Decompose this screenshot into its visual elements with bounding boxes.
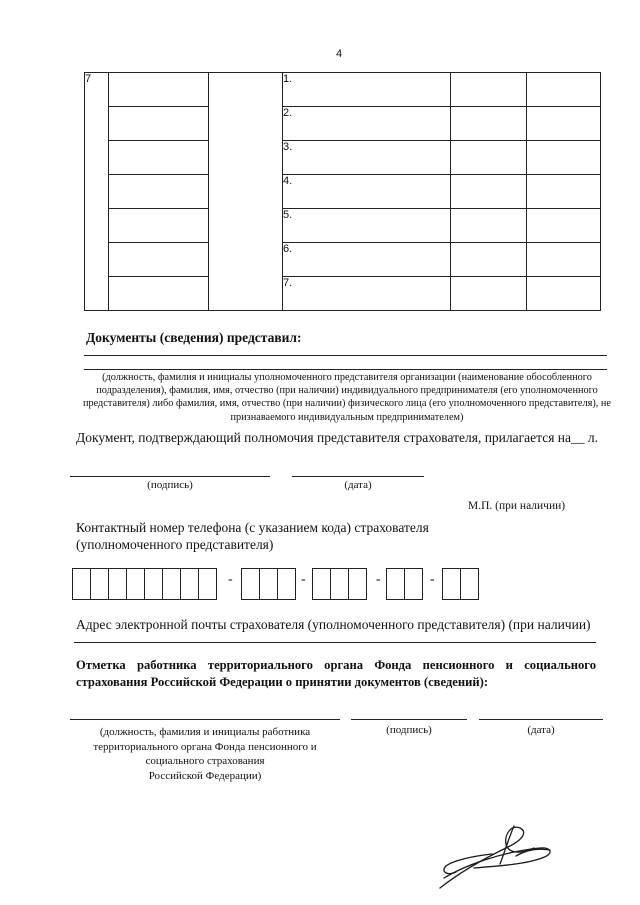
phone-separator: - — [430, 572, 435, 587]
submitted-by-heading: Документы (сведения) представил: — [86, 330, 302, 345]
digit-box[interactable] — [330, 568, 349, 600]
table-cell — [109, 175, 209, 209]
phone-code-boxes[interactable] — [72, 568, 217, 600]
phone-label-line-1: Контактный номер телефона (с указанием кода) страхователя — [76, 520, 429, 535]
table-cell — [451, 175, 527, 209]
handwritten-signature — [430, 820, 560, 895]
fund-worker-caption-line-4: Российской Федерации) — [148, 769, 262, 782]
table-cell — [451, 73, 527, 107]
phone-part-5-boxes[interactable] — [442, 568, 479, 600]
fund-worker-caption-line-1: (должность, фамилия и инициалы работника — [99, 726, 311, 738]
email-line — [74, 642, 596, 643]
table-cell — [109, 141, 209, 175]
table-cell — [451, 107, 527, 141]
submitted-by-caption: (должность, фамилия и инициалы уполномоченного представителя организации (наименование обособленного подразделения), фамилия, имя, отчество (при наличии) индивидуального предпринимателя (его уполномоченного представителя) либо фамилия, имя, отчество (при наличии) физического лица (его уполномоченного представителя), не признаваемого индивидуальным предпринимателем) — [82, 372, 612, 423]
phone-part-4-boxes[interactable] — [386, 568, 423, 600]
table-cell — [527, 141, 601, 175]
table-cell — [451, 277, 527, 311]
digit-box[interactable] — [241, 568, 260, 600]
table-cell — [109, 209, 209, 243]
digit-box[interactable] — [460, 568, 479, 600]
table-cell — [109, 243, 209, 277]
table-cell — [451, 243, 527, 277]
table-row — [85, 175, 601, 209]
digit-box[interactable] — [108, 568, 127, 600]
fund-mark-heading-line-2: страхования Российской Федерации о принятии документов (сведений): — [76, 675, 489, 689]
digit-box[interactable] — [404, 568, 423, 600]
item-number-cell: 7. — [283, 277, 451, 311]
table-cell — [109, 107, 209, 141]
digit-box[interactable] — [386, 568, 405, 600]
date-label: (дата) — [344, 479, 372, 491]
table-cell — [109, 73, 209, 107]
item-number-cell: 4. — [283, 175, 451, 209]
submitted-by-line-1 — [84, 355, 607, 356]
signature-label: (подпись) — [147, 479, 193, 491]
digit-box[interactable] — [126, 568, 145, 600]
item-number-cell: 5. — [283, 209, 451, 243]
table-cell — [527, 73, 601, 107]
phone-part-2-boxes[interactable] — [241, 568, 296, 600]
table-cell — [527, 243, 601, 277]
table-cell — [527, 209, 601, 243]
fund-worker-caption-line-2: территориального органа Фонда пенсионного и — [93, 740, 317, 753]
table-cell — [527, 175, 601, 209]
signature-line — [70, 476, 270, 477]
fund-signature-label: (подпись) — [386, 724, 432, 736]
digit-box[interactable] — [162, 568, 181, 600]
phone-part-3-boxes[interactable] — [312, 568, 367, 600]
phone-separator: - — [228, 572, 233, 587]
digit-box[interactable] — [442, 568, 461, 600]
authority-document-text: Документ, подтверждающий полномочия представителя страхователя, прилагается на__ л. — [76, 430, 598, 445]
date-line — [292, 476, 424, 477]
fund-date-line — [479, 719, 603, 720]
email-label: Адрес электронной почты страхователя (уполномоченного представителя) (при наличии) — [76, 617, 591, 632]
fund-date-label: (дата) — [527, 724, 555, 736]
page-number: 4 — [336, 48, 343, 60]
fund-mark-heading-line-1: Отметка работника территориального органа Фонда пенсионного и социального — [76, 658, 596, 672]
fund-signature-line — [351, 719, 467, 720]
fund-worker-caption — [70, 725, 340, 783]
table-row — [85, 73, 601, 107]
stamp-label: М.П. (при наличии) — [468, 500, 566, 512]
item-number-cell: 2. — [283, 107, 451, 141]
table-row — [85, 243, 601, 277]
digit-box[interactable] — [198, 568, 217, 600]
table-cell — [527, 277, 601, 311]
submitted-by-line-2 — [84, 369, 607, 370]
merged-cell — [209, 73, 283, 311]
digit-box[interactable] — [90, 568, 109, 600]
digit-box[interactable] — [144, 568, 163, 600]
phone-separator: - — [376, 572, 381, 587]
digit-box[interactable] — [312, 568, 331, 600]
item-number-cell: 1. — [283, 73, 451, 107]
digit-box[interactable] — [180, 568, 199, 600]
row-number-cell: 7 — [85, 73, 109, 311]
table-cell — [451, 141, 527, 175]
items-table — [84, 72, 601, 311]
table-row — [85, 209, 601, 243]
item-number-cell: 6. — [283, 243, 451, 277]
phone-label-line-2: (уполномоченного представителя) — [76, 537, 274, 552]
phone-separator: - — [301, 572, 306, 587]
table-cell — [451, 209, 527, 243]
digit-box[interactable] — [259, 568, 278, 600]
digit-box[interactable] — [348, 568, 367, 600]
table-cell — [527, 107, 601, 141]
table-cell — [109, 277, 209, 311]
item-number-cell: 3. — [283, 141, 451, 175]
table-row — [85, 107, 601, 141]
fund-worker-line — [70, 719, 340, 720]
digit-box[interactable] — [72, 568, 91, 600]
table-row — [85, 277, 601, 311]
digit-box[interactable] — [277, 568, 296, 600]
fund-worker-caption-line-3: социального страхования — [145, 755, 265, 767]
table-row — [85, 141, 601, 175]
